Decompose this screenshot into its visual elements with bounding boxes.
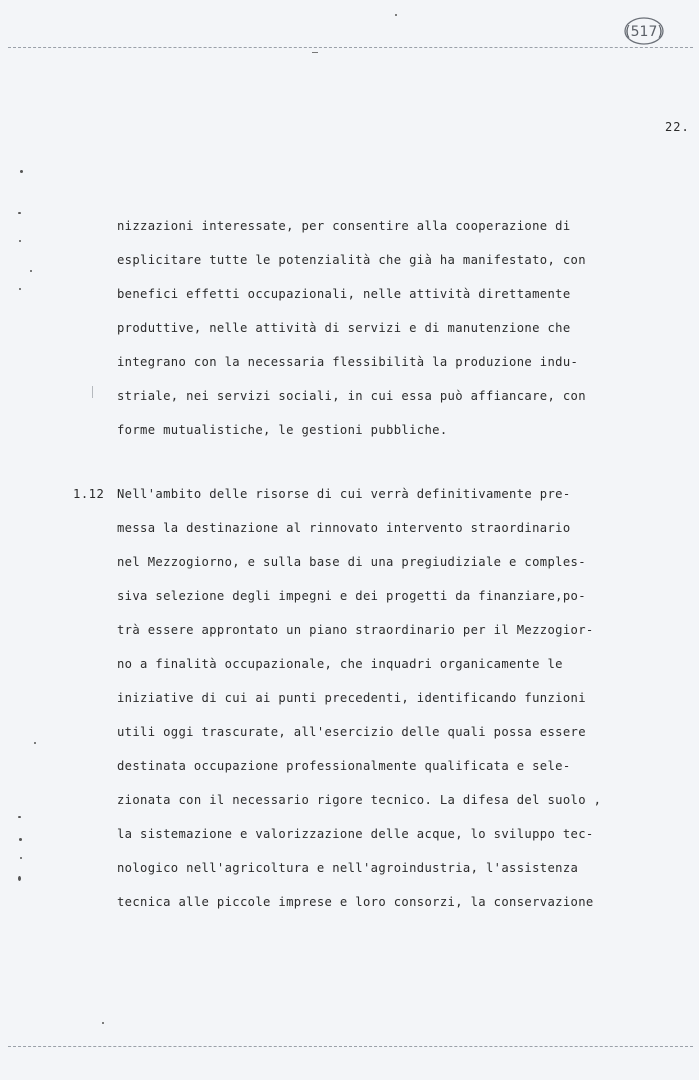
scan-speck <box>19 838 22 841</box>
bottom-rule <box>8 1046 693 1047</box>
scan-speck <box>34 742 36 744</box>
scan-speck <box>18 816 21 818</box>
scan-speck <box>19 288 21 290</box>
section-line: siva selezione degli impegni e dei progetti da finanziare,po- <box>117 589 586 603</box>
scan-speck <box>19 240 21 242</box>
paragraph-line: benefici effetti occupazionali, nelle attività direttamente <box>117 287 571 301</box>
section-line: la sistemazione e valorizzazione delle acque, lo sviluppo tec- <box>117 827 594 841</box>
section-line: nologico nell'agricoltura e nell'agroindustria, l'assistenza <box>117 861 579 875</box>
scan-speck <box>18 876 21 881</box>
section-line: no a finalità occupazionale, che inquadri organicamente le <box>117 657 563 671</box>
scan-speck <box>395 14 397 16</box>
section-line: messa la destinazione al rinnovato intervento straordinario <box>117 521 571 535</box>
paragraph-line: forme mutualistiche, le gestioni pubbliche. <box>117 423 448 437</box>
paragraph-line: nizzazioni interessate, per consentire alla cooperazione di <box>117 219 571 233</box>
section-line: nel Mezzogiorno, e sulla base di una pregiudiziale e comples- <box>117 555 586 569</box>
paragraph-line: esplicitare tutte le potenzialità che già ha manifestato, con <box>117 253 586 267</box>
scan-speck <box>102 1022 104 1024</box>
paragraph-line: striale, nei servizi sociali, in cui essa può affiancare, con <box>117 389 586 403</box>
scan-speck <box>20 857 22 859</box>
scan-speck <box>18 212 21 214</box>
scan-speck <box>20 170 23 173</box>
archive-stamp <box>620 14 668 48</box>
page-number: 22. <box>665 120 690 134</box>
paragraph-line: produttive, nelle attività di servizi e di manutenzione che <box>117 321 571 335</box>
section-line: trà essere approntato un piano straordinario per il Mezzogior- <box>117 623 594 637</box>
section-line: Nell'ambito delle risorse di cui verrà definitivamente pre- <box>117 487 571 501</box>
section-line: destinata occupazione professionalmente qualificata e sele- <box>117 759 571 773</box>
stamp-text: (517) <box>625 24 663 40</box>
paragraph-line: integrano con la necessaria flessibilità la produzione indu- <box>117 355 579 369</box>
section-line: iniziative di cui ai punti precedenti, identificando funzioni <box>117 691 586 705</box>
section-line: tecnica alle piccole imprese e loro consorzi, la conservazione <box>117 895 594 909</box>
section-line: zionata con il necessario rigore tecnico. La difesa del suolo , <box>117 793 602 807</box>
top-tick-mark <box>312 52 318 53</box>
section-line: utili oggi trascurate, all'esercizio delle quali possa essere <box>117 725 586 739</box>
stamp-circle-icon <box>620 14 668 48</box>
section-number: 1.12 <box>73 487 105 501</box>
scan-speck <box>30 270 32 272</box>
top-rule <box>8 47 693 48</box>
margin-mark <box>92 386 93 398</box>
